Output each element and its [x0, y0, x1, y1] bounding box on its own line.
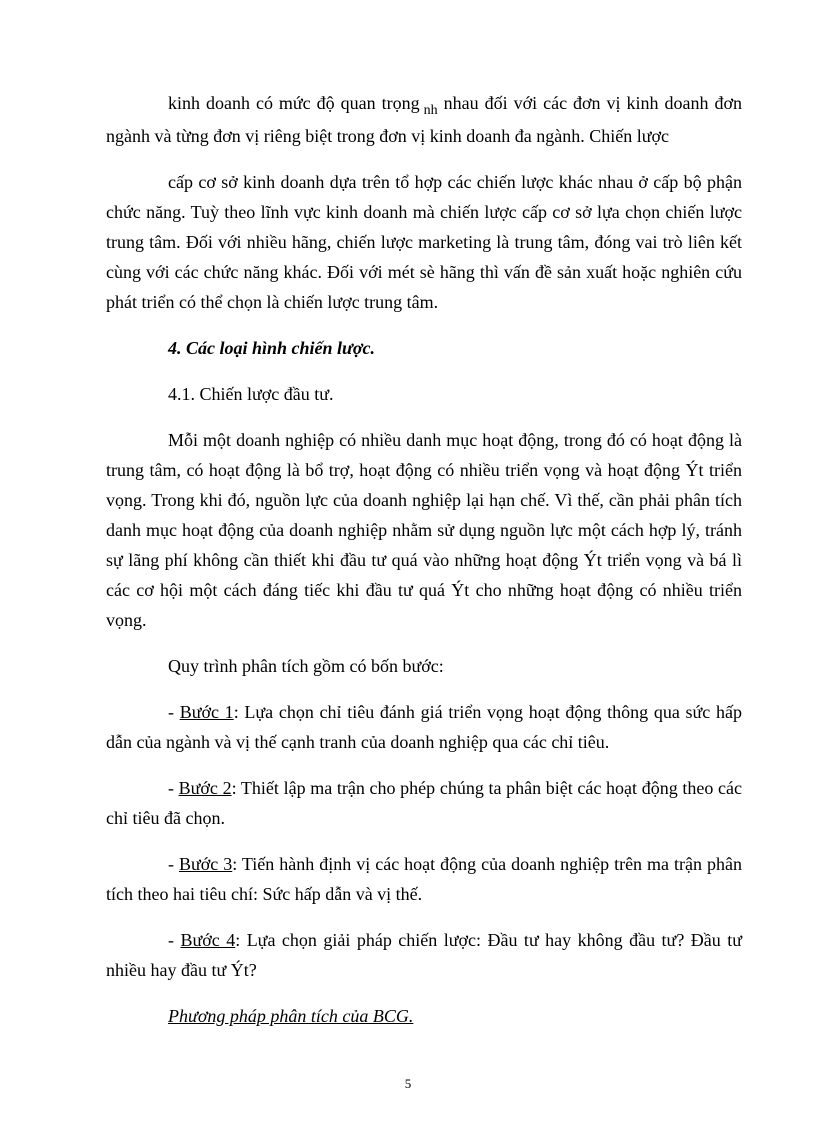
page-number: 5 — [404, 1076, 412, 1091]
bcg-method-heading: Phương pháp phân tích của BCG. — [168, 1006, 414, 1026]
paragraph-text: nhau đối với các đơn vị kinh doanh đơn ngành và từng đơn vị riêng biệt trong đơn vị kinh doanh đa ngành. Chiến lược — [106, 93, 742, 146]
step-label: Bước 2 — [178, 778, 232, 798]
step-label: Bước 4 — [180, 930, 236, 950]
paragraph-investment: Mỗi một doanh nghiệp có nhiều danh mục hoạt động, trong đó có hoạt động là trung tâm, có hoạt động là bổ trợ, hoạt động có nhiều triển vọng và hoạt động Ýt triển vọng. Trong khi đó, nguồn lực của doanh nghiệp lại hạn chế. Vì thế, cần phải phân tích danh mục hoạt động của doanh nghiệp nhằm sử dụng nguồn lực một cách hợp lý, tránh sự lãng phí không cần thiết khi đầu tư quá vào những hoạt động Ýt triển vọng và bá lì các cơ hội một cách đáng tiếc khi đầu tư quá Ýt cho những hoạt động có nhiều triển vọng. — [106, 430, 742, 630]
step-label: Bước 3 — [178, 854, 233, 874]
step-text: : Tiến hành định vị các hoạt động của doanh nghiệp trên ma trận phân tích theo hai tiêu chí: Sức hấp dẫn và vị thế. — [106, 854, 742, 904]
subsection-heading: 4.1. Chiến lược đầu tư. — [168, 384, 334, 404]
step-item — [106, 849, 742, 909]
section-heading: 4. Các loại hình chiến lược. — [168, 338, 375, 358]
step-prefix: - — [168, 930, 181, 950]
step-text: : Thiết lập ma trận cho phép chúng ta phân biệt các hoạt động theo các chỉ tiêu đã chọn. — [106, 778, 742, 828]
step-text: : Lựa chọn chỉ tiêu đánh giá triển vọng hoạt động thông qua sức hấp dẫn của ngành và vị thế cạnh tranh của doanh nghiệp qua các chỉ tiêu. — [106, 702, 742, 752]
document-body — [106, 88, 742, 1031]
paragraph-text: kinh doanh có mức độ quan trọng — [168, 93, 420, 113]
paragraph-process-intro: Quy trình phân tích gồm có bốn bước: — [168, 656, 444, 676]
step-label: Bước 1 — [179, 702, 234, 722]
subscript-fragment: nh — [423, 103, 438, 118]
step-prefix: - — [168, 702, 180, 722]
step-prefix: - — [168, 778, 179, 798]
paragraph-strategy-levels: cấp cơ sở kinh doanh dựa trên tổ hợp các chiến lược khác nhau ở cấp bộ phận chức năng. Tuỳ theo lĩnh vực kinh doanh mà chiến lược cấp cơ sở lựa chọn chiến lược trung tâm. Đối với nhiều hãng, chiến lược marketing là trung tâm, đóng vai trò liên kết cùng với các chức năng khác. Đối với mét sè hãng thì vấn đề sản xuất hoặc nghiên cứu phát triển có thể chọn là chiến lược trung tâm. — [106, 172, 742, 312]
step-item — [106, 773, 742, 833]
step-text: : Lựa chọn giải pháp chiến lược: Đầu tư hay không đầu tư? Đầu tư nhiều hay đầu tư Ýt? — [106, 930, 742, 980]
step-item — [106, 925, 742, 985]
step-item — [106, 697, 742, 757]
step-prefix: - — [168, 854, 179, 874]
paragraph-continuation — [106, 88, 742, 151]
